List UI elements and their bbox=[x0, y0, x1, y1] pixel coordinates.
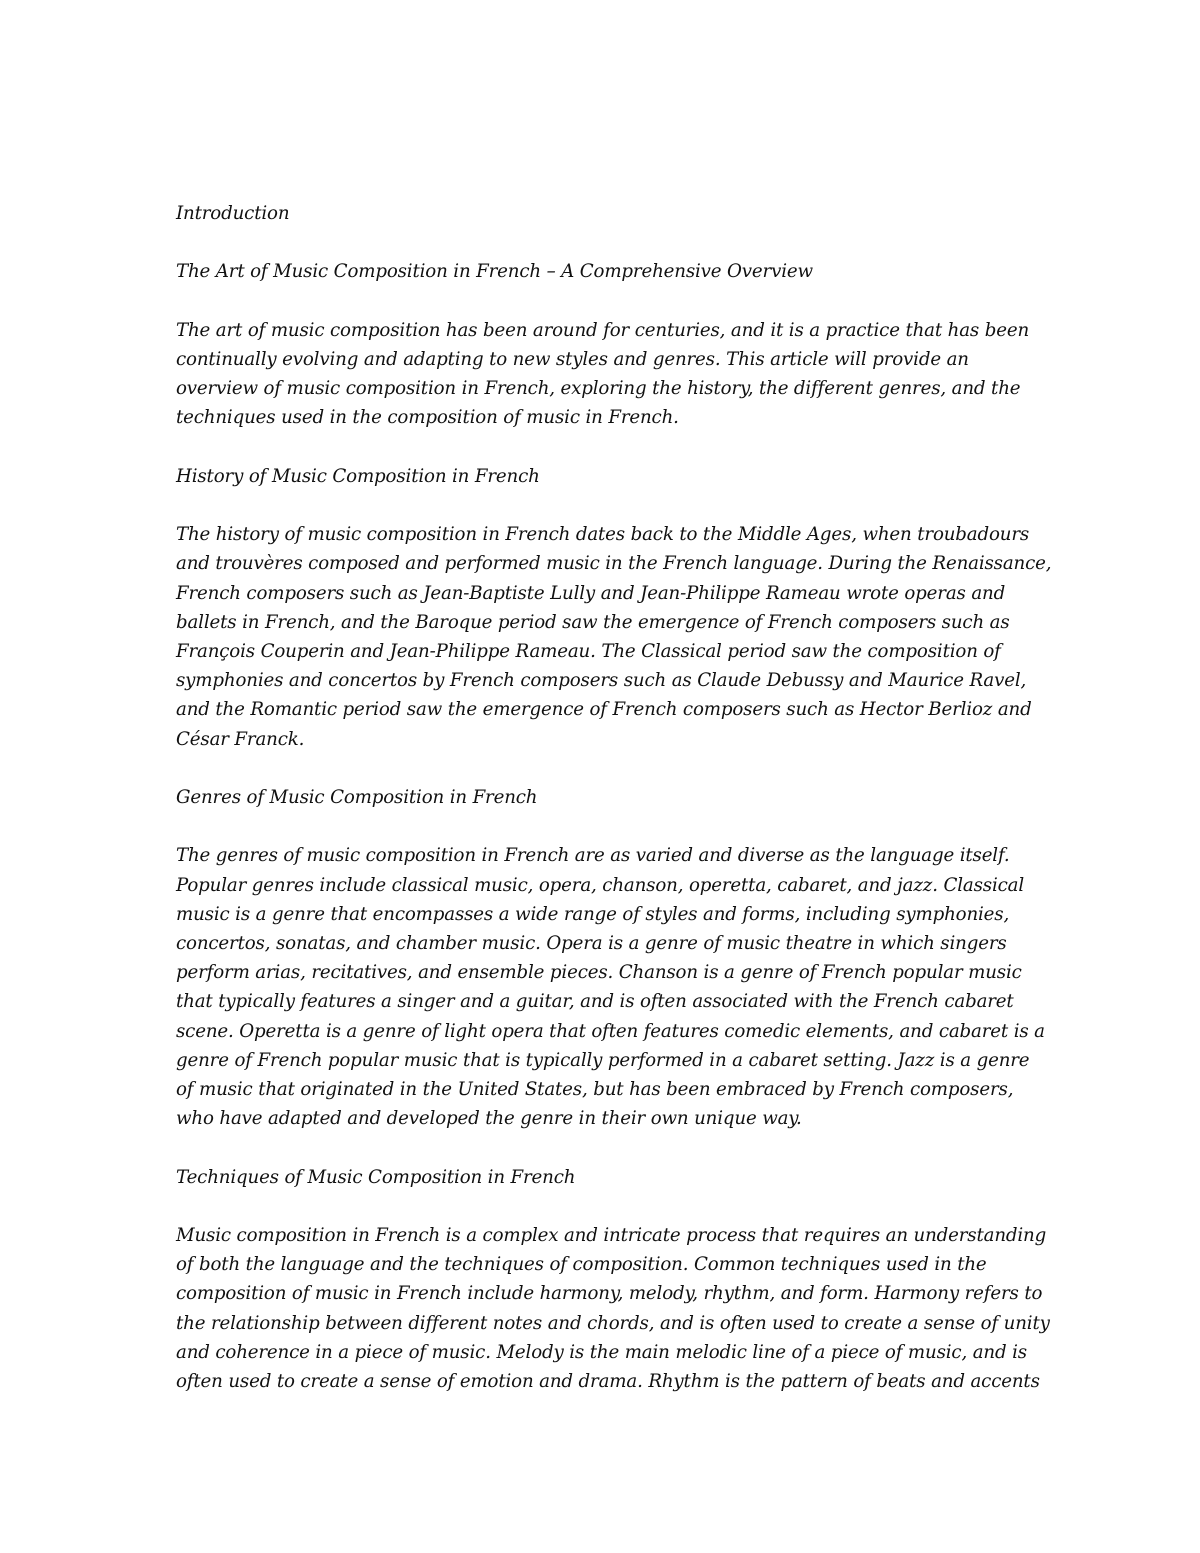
document-line-l01: Introduction bbox=[176, 203, 290, 224]
document-line-l17: The genres of music composition in French are as varied and diverse as the language itself. bbox=[176, 845, 1010, 867]
document-line-l20: concertos, sonatas, and chamber music. Opera is a genre of music theatre in which singers bbox=[176, 932, 1007, 954]
document-line-l10: French composers such as Jean-Baptiste Lully and Jean-Philippe Rameau wrote operas and bbox=[176, 582, 1006, 604]
document-line-l18: Popular genres include classical music, opera, chanson, operetta, cabaret, and jazz. Classical bbox=[176, 874, 1025, 896]
document-line-l03: The art of music composition has been around for centuries, and it is a practice that has been bbox=[176, 319, 1030, 341]
document-line-l21: perform arias, recitatives, and ensemble pieces. Chanson is a genre of French popular music bbox=[176, 962, 1022, 984]
document-line-l16: Genres of Music Composition in French bbox=[176, 786, 538, 808]
document-line-l33: often used to create a sense of emotion and drama. Rhythm is the pattern of beats and accents bbox=[176, 1371, 1040, 1392]
document-line-l08: The history of music composition in French dates back to the Middle Ages, when troubadours bbox=[176, 524, 1030, 546]
document-body bbox=[176, 199, 1052, 1396]
document-line-l15: César Franck. bbox=[176, 728, 305, 750]
document-line-l22: that typically features a singer and a guitar, and is often associated with the French cabaret bbox=[176, 991, 1014, 1013]
document-line-l06: techniques used in the composition of music in French. bbox=[176, 407, 679, 429]
document-line-l12: François Couperin and Jean-Philippe Rameau. The Classical period saw the composition of bbox=[176, 640, 1001, 662]
document-line-l02: The Art of Music Composition in French – A Comprehensive Overview bbox=[176, 261, 813, 283]
document-line-l07: History of Music Composition in French bbox=[176, 465, 540, 487]
document-line-l24: genre of French popular music that is typically performed in a cabaret setting. Jazz is a genre bbox=[176, 1049, 1030, 1071]
document-line-l09: and trouvères composed and performed music in the French language. During the Renaissance, bbox=[176, 553, 1052, 575]
document-line-l19: music is a genre that encompasses a wide range of styles and forms, including symphonies, bbox=[176, 903, 1010, 925]
document-line-l14: and the Romantic period saw the emergence of French composers such as Hector Berlioz and bbox=[176, 699, 1032, 721]
document-line-l13: symphonies and concertos by French composers such as Claude Debussy and Maurice Ravel, bbox=[176, 670, 1027, 692]
document-line-l32: and coherence in a piece of music. Melody is the main melodic line of a piece of music, and is bbox=[176, 1341, 1027, 1363]
document-line-l23: scene. Operetta is a genre of light opera that often features comedic elements, and cabaret is a bbox=[176, 1020, 1045, 1042]
document-line-l29: of both the language and the techniques of composition. Common techniques used in the bbox=[176, 1254, 987, 1276]
document-line-l31: the relationship between different notes and chords, and is often used to create a sense of unity bbox=[176, 1312, 1050, 1334]
document-line-l28: Music composition in French is a complex and intricate process that requires an understanding bbox=[176, 1224, 1047, 1246]
document-line-l04: continually evolving and adapting to new styles and genres. This article will provide an bbox=[176, 348, 969, 370]
document-line-l25: of music that originated in the United States, but has been embraced by French composers, bbox=[176, 1079, 1014, 1100]
document-line-l27: Techniques of Music Composition in French bbox=[176, 1166, 576, 1188]
document-line-l26: who have adapted and developed the genre in their own unique way. bbox=[176, 1108, 802, 1130]
document-line-l11: ballets in French, and the Baroque period saw the emergence of French composers such as bbox=[176, 611, 1010, 633]
document-page bbox=[176, 199, 1052, 1396]
document-line-l05: overview of music composition in French, exploring the history, the different genres, and the bbox=[176, 378, 1021, 400]
document-line-l30: composition of music in French include harmony, melody, rhythm, and form. Harmony refers to bbox=[176, 1283, 1043, 1305]
